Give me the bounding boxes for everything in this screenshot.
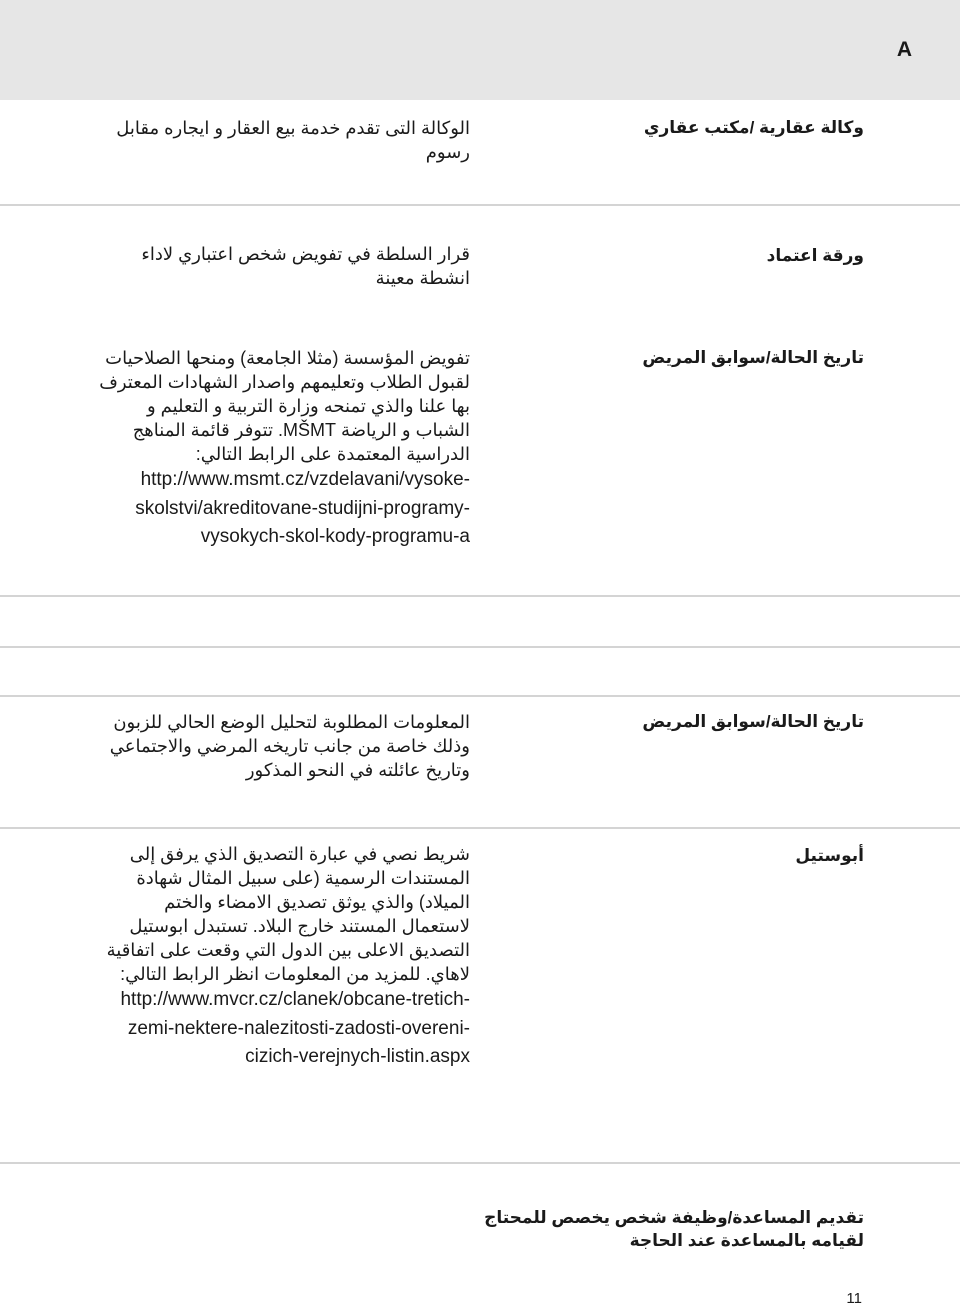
entry-definition-accreditation xyxy=(94,346,470,552)
divider xyxy=(0,695,960,697)
entry-term-case-history: تاريخ الحالة/سوابق المريض xyxy=(642,348,864,367)
apostille-link[interactable]: http://www.mvcr.cz/clanek/obcane-tretich-zemi-nektere-nalezitosti-zadosti-overeni-cizich-verejnych-listin.aspx xyxy=(120,989,470,1067)
entry-definition-case-history: المعلومات المطلوبة لتحليل الوضع الحالي للزبون وذلك خاصة من جانب تاريخه المرضي والاجتماعي وتاريخ عائلته في النحو المذكور xyxy=(109,712,470,780)
divider xyxy=(0,1162,960,1164)
entry-term-real-estate-agency: وكالة عقارية /مكتب عقاري xyxy=(643,118,864,137)
entry-term-assistance: تقديم المساعدة/وظيفة شخص يخصص للمحتاج لقيامه بالمساعدة عند الحاجة xyxy=(484,1208,864,1250)
entry-definition-apostille xyxy=(94,842,470,1072)
divider xyxy=(0,646,960,648)
divider xyxy=(0,827,960,829)
header-band xyxy=(0,0,960,100)
section-letter: A xyxy=(896,38,912,61)
page-number: 11 xyxy=(846,1290,862,1307)
entry-term-case-history-2: تاريخ الحالة/سوابق المريض xyxy=(642,712,864,731)
entry-term-apostille: أبوستيل xyxy=(795,846,864,865)
definition-text: تفويض المؤسسة (مثلا الجامعة) ومنحها الصلاحيات لقبول الطلاب وتعليمهم واصدار الشهادات المعترف بها علنا والذي تمنحه وزارة التربية و التعليم و الشباب و الرياضة MŠMT. تتوفر قائمة المناهج الدراسية المعتمدة على الرابط التالي: xyxy=(99,348,470,464)
accreditation-link[interactable]: http://www.msmt.cz/vzdelavani/vysoke-skolstvi/akreditovane-studijni-programy-vysokych-skol-kody-programu-a xyxy=(135,469,470,547)
entry-term-accreditation-paper: ورقة اعتماد xyxy=(766,246,864,265)
divider xyxy=(0,595,960,597)
entry-definition-real-estate-agency: الوكالة التى تقدم خدمة بيع العقار و ايجاره مقابل رسوم xyxy=(116,118,470,162)
divider xyxy=(0,204,960,206)
entry-definition-accreditation-paper: قرار السلطة في تفويض شخص اعتباري لاداء انشطة معينة xyxy=(141,244,470,288)
definition-text: شريط نصي في عبارة التصديق الذي يرفق إلى المستندات الرسمية (على سبيل المثال شهادة الميلاد) والذي يوثق تصديق الامضاء والختم لاستعمال المستند خارج البلاد. تستبدل ابوستيل التصديق الاعلى بين الدول التي وقعت على اتفاقية لاهاي. للمزيد من المعلومات انظر الرابط التالي: xyxy=(106,844,470,984)
